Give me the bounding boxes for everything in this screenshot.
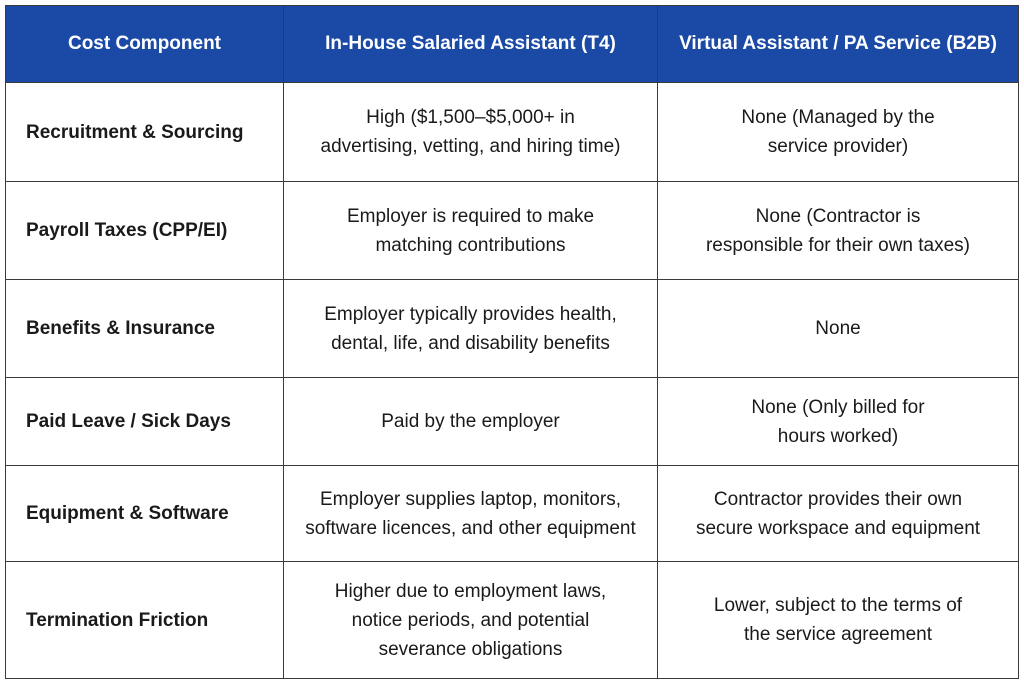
cell-line: secure workspace and equipment <box>695 517 981 539</box>
cell-line: None (Contractor is <box>755 205 921 227</box>
header-virtual-assistant: Virtual Assistant / PA Service (B2B) <box>658 6 1019 83</box>
cell-line: hours worked) <box>777 425 899 447</box>
cell-line: software licences, and other equipment <box>305 517 636 539</box>
cell-line: None <box>815 318 861 339</box>
header-cost-component: Cost Component <box>6 6 284 83</box>
cell-line: Higher due to employment laws, <box>334 580 607 602</box>
in-house-cell <box>284 83 658 182</box>
virtual-cell <box>658 466 1019 562</box>
table-row <box>6 562 1019 679</box>
cell-line: Contractor provides their own <box>713 488 963 510</box>
in-house-cell <box>284 562 658 679</box>
cell-line: Employer is required to make <box>346 205 595 227</box>
cost-component-cell: Benefits & Insurance <box>6 280 284 378</box>
cell-line: the service agreement <box>744 624 932 645</box>
cell-line: matching contributions <box>375 234 566 256</box>
table-row <box>6 378 1019 466</box>
cell-line: service provider) <box>767 136 909 157</box>
in-house-cell <box>284 378 658 466</box>
virtual-cell <box>658 280 1019 378</box>
cell-line: Employer typically provides health, <box>324 303 617 325</box>
cell-line: responsible for their own taxes) <box>705 234 970 256</box>
virtual-cell <box>658 562 1019 679</box>
table-row <box>6 280 1019 378</box>
header-row <box>6 6 1019 83</box>
cost-comparison-table <box>5 5 1019 679</box>
in-house-cell <box>284 466 658 562</box>
cell-line: None (Only billed for <box>751 396 925 418</box>
cell-line: High ($1,500–$5,000+ in <box>366 107 575 128</box>
cell-line: severance obligations <box>378 638 563 660</box>
cost-component-cell: Payroll Taxes (CPP/EI) <box>6 182 284 280</box>
cell-line: Paid by the employer <box>381 411 560 432</box>
cell-line: notice periods, and potential <box>351 609 590 631</box>
cost-component-cell: Recruitment & Sourcing <box>6 83 284 182</box>
cell-line: dental, life, and disability benefits <box>331 332 610 354</box>
table-row <box>6 182 1019 280</box>
virtual-cell <box>658 83 1019 182</box>
virtual-cell <box>658 378 1019 466</box>
table-body <box>6 83 1019 679</box>
cell-line: advertising, vetting, and hiring time) <box>320 136 621 157</box>
header-in-house-assistant: In-House Salaried Assistant (T4) <box>284 6 658 83</box>
cell-line: None (Managed by the <box>741 107 935 128</box>
in-house-cell <box>284 280 658 378</box>
cost-component-cell: Paid Leave / Sick Days <box>6 378 284 466</box>
cell-line: Lower, subject to the terms of <box>713 595 963 616</box>
table-row <box>6 83 1019 182</box>
table-row <box>6 466 1019 562</box>
table-header <box>6 6 1019 83</box>
cost-component-cell: Equipment & Software <box>6 466 284 562</box>
cost-component-cell: Termination Friction <box>6 562 284 679</box>
virtual-cell <box>658 182 1019 280</box>
in-house-cell <box>284 182 658 280</box>
cell-line: Employer supplies laptop, monitors, <box>320 488 621 510</box>
